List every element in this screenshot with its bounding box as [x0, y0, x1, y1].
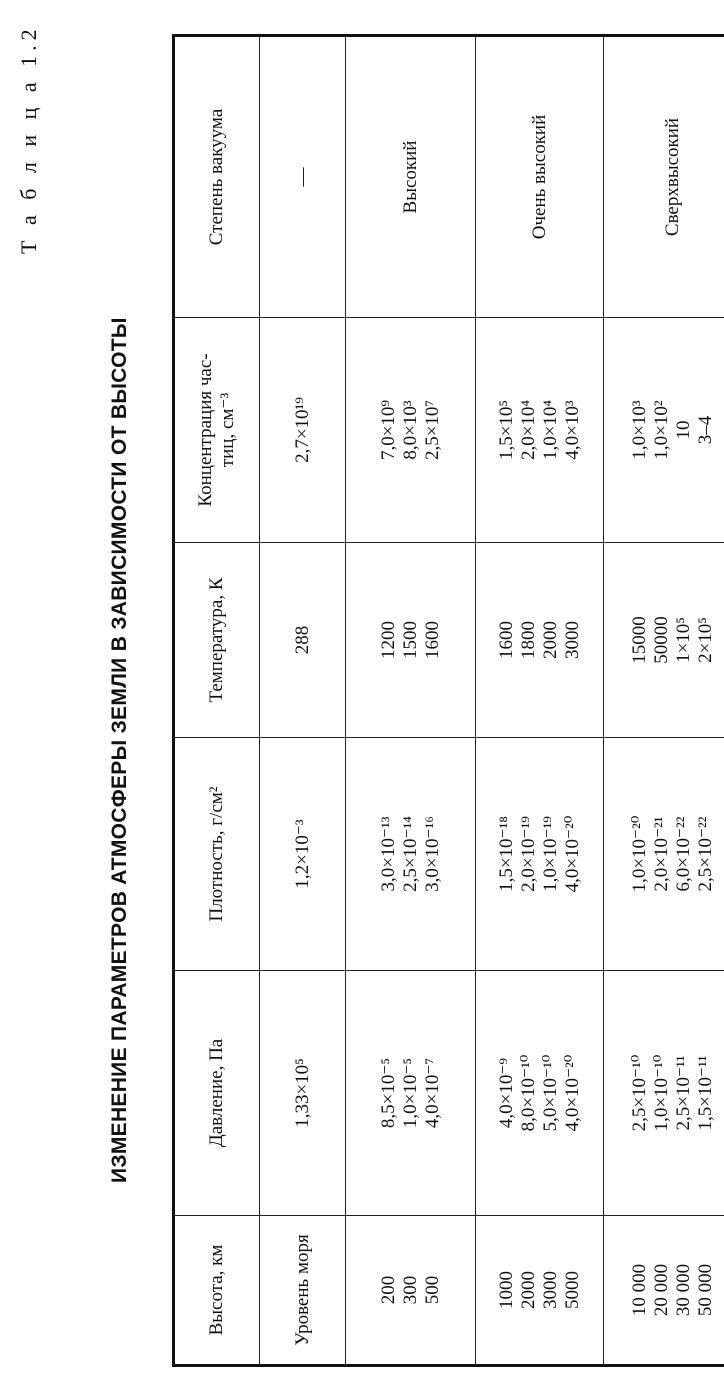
- pressure-value: 5,0×10⁻¹⁰: [539, 1054, 561, 1132]
- concentration-value: 3–4: [695, 415, 716, 445]
- pressure-value: 1,0×10⁻¹⁰: [651, 1054, 672, 1132]
- pressure-cell: [604, 971, 724, 1216]
- density-value: 4,0×10⁻²⁰: [561, 815, 583, 893]
- pressure-value: 4,0×10⁻⁷: [421, 1057, 443, 1129]
- pressure-value: 2,5×10⁻¹¹: [673, 1055, 694, 1131]
- density-value: 1,0×10⁻²⁰: [629, 815, 650, 893]
- concentration-cell: [604, 318, 724, 543]
- concentration-value: 1,0×10⁴: [539, 399, 561, 461]
- density-cell: [476, 738, 604, 971]
- altitude-cell: [260, 1216, 346, 1366]
- pressure-cell: [346, 971, 476, 1216]
- density-value: 2,0×10⁻²¹: [651, 816, 672, 892]
- concentration-value: 7,0×10⁹: [377, 399, 399, 461]
- concentration-value: 2,7×10¹⁹: [291, 397, 313, 463]
- density-value: 2,5×10⁻¹⁴: [399, 816, 421, 892]
- temperature-cell: [346, 543, 476, 738]
- density-value: 2,5×10⁻²²: [695, 816, 716, 892]
- concentration-value: 2,0×10⁴: [517, 399, 539, 461]
- vacuum-cell: Высокий: [346, 36, 476, 318]
- temperature-value: 2×10⁵: [695, 617, 716, 663]
- concentration-value: 2,5×10⁷: [421, 399, 443, 461]
- altitude-cell: [346, 1216, 476, 1366]
- temperature-value: 1200: [377, 621, 399, 659]
- concentration-cell: [476, 318, 604, 543]
- density-value: 2,0×10⁻¹⁹: [517, 816, 539, 892]
- pressure-value: 1,5×10⁻¹¹: [695, 1055, 716, 1131]
- pressure-value: 2,5×10⁻¹⁰: [629, 1054, 650, 1132]
- density-value: 1,0×10⁻¹⁹: [539, 816, 561, 892]
- atmosphere-table: [172, 34, 724, 1367]
- concentration-value: 1,0×10³: [629, 400, 650, 460]
- pressure-value: 1,33×10⁵: [291, 1058, 313, 1128]
- density-value: 3,0×10⁻¹⁶: [421, 816, 443, 892]
- altitude-value: 300: [399, 1275, 421, 1305]
- altitude-value: 200: [377, 1275, 399, 1305]
- concentration-value: 4,0×10³: [561, 400, 583, 460]
- altitude-value: Уровень моря: [291, 1234, 313, 1346]
- temperature-cell: [476, 543, 604, 738]
- altitude-value: 500: [421, 1275, 443, 1305]
- temperature-value: 2000: [539, 621, 561, 659]
- table-row: [476, 36, 604, 1366]
- altitude-value: 2000: [517, 1271, 539, 1309]
- vacuum-cell: Сверхвысокий: [604, 36, 724, 318]
- header-concentration-line-1: Концентрация час-: [195, 353, 216, 507]
- pressure-value: 4,0×10⁻²⁰: [561, 1054, 583, 1132]
- pressure-cell: [476, 971, 604, 1216]
- concentration-value: 10: [673, 420, 694, 440]
- temperature-value: 1800: [517, 621, 539, 659]
- density-cell: [260, 738, 346, 971]
- altitude-value: 1000: [495, 1271, 517, 1309]
- concentration-value: 1,5×10⁵: [495, 399, 517, 461]
- header-pressure: Давление, Па: [174, 971, 260, 1216]
- header-concentration: [174, 318, 260, 543]
- temperature-value: 50000: [651, 616, 672, 664]
- density-value: 6,0×10⁻²²: [673, 816, 694, 892]
- header-density: Плотность, г/см²: [174, 738, 260, 971]
- header-row: [174, 36, 260, 1366]
- table-title: ИЗМЕНЕНИЕ ПАРАМЕТРОВ АТМОСФЕРЫ ЗЕМЛИ В ЗАВИСИМОСТИ ОТ ВЫСОТЫ: [108, 317, 131, 1183]
- pressure-cell: [260, 971, 346, 1216]
- pressure-value: 1,0×10⁻⁵: [399, 1057, 421, 1129]
- header-vacuum: Степень вакуума: [174, 36, 260, 318]
- temperature-cell: [260, 543, 346, 738]
- altitude-value: 20 000: [651, 1263, 672, 1317]
- altitude-value: 5000: [561, 1271, 583, 1309]
- pressure-value: 8,0×10⁻¹⁰: [517, 1054, 539, 1132]
- concentration-cell: [346, 318, 476, 543]
- density-value: 1,2×10⁻³: [291, 819, 313, 889]
- table-row: [346, 36, 476, 1366]
- table-row: [604, 36, 724, 1366]
- header-concentration-line-2: тиц, см⁻³: [217, 392, 238, 468]
- temperature-value: 1600: [421, 621, 443, 659]
- altitude-value: 50 000: [695, 1263, 716, 1317]
- pressure-value: 4,0×10⁻⁹: [495, 1057, 517, 1129]
- altitude-cell: [476, 1216, 604, 1366]
- temperature-value: 1×10⁵: [673, 617, 694, 663]
- table-row: [260, 36, 346, 1366]
- altitude-value: 3000: [539, 1271, 561, 1309]
- altitude-value: 30 000: [673, 1263, 694, 1317]
- density-value: 3,0×10⁻¹³: [377, 816, 399, 892]
- temperature-cell: [604, 543, 724, 738]
- concentration-value: 1,0×10²: [651, 400, 672, 460]
- temperature-value: 1500: [399, 621, 421, 659]
- temperature-value: 15000: [629, 616, 650, 664]
- altitude-cell: [604, 1216, 724, 1366]
- density-cell: [604, 738, 724, 971]
- vacuum-cell: —: [260, 36, 346, 318]
- table-label: Т а б л и ц а 1.2: [16, 24, 41, 254]
- vacuum-cell: Очень высокий: [476, 36, 604, 318]
- temperature-value: 3000: [561, 621, 583, 659]
- concentration-cell: [260, 318, 346, 543]
- pressure-value: 8,5×10⁻⁵: [377, 1057, 399, 1129]
- density-cell: [346, 738, 476, 971]
- temperature-value: 1600: [495, 621, 517, 659]
- concentration-value: 8,0×10³: [399, 400, 421, 460]
- header-temperature: Температура, К: [174, 543, 260, 738]
- density-value: 1,5×10⁻¹⁸: [495, 816, 517, 892]
- altitude-value: 10 000: [629, 1263, 650, 1317]
- header-altitude: Высота, км: [174, 1216, 260, 1366]
- temperature-value: 288: [291, 625, 313, 655]
